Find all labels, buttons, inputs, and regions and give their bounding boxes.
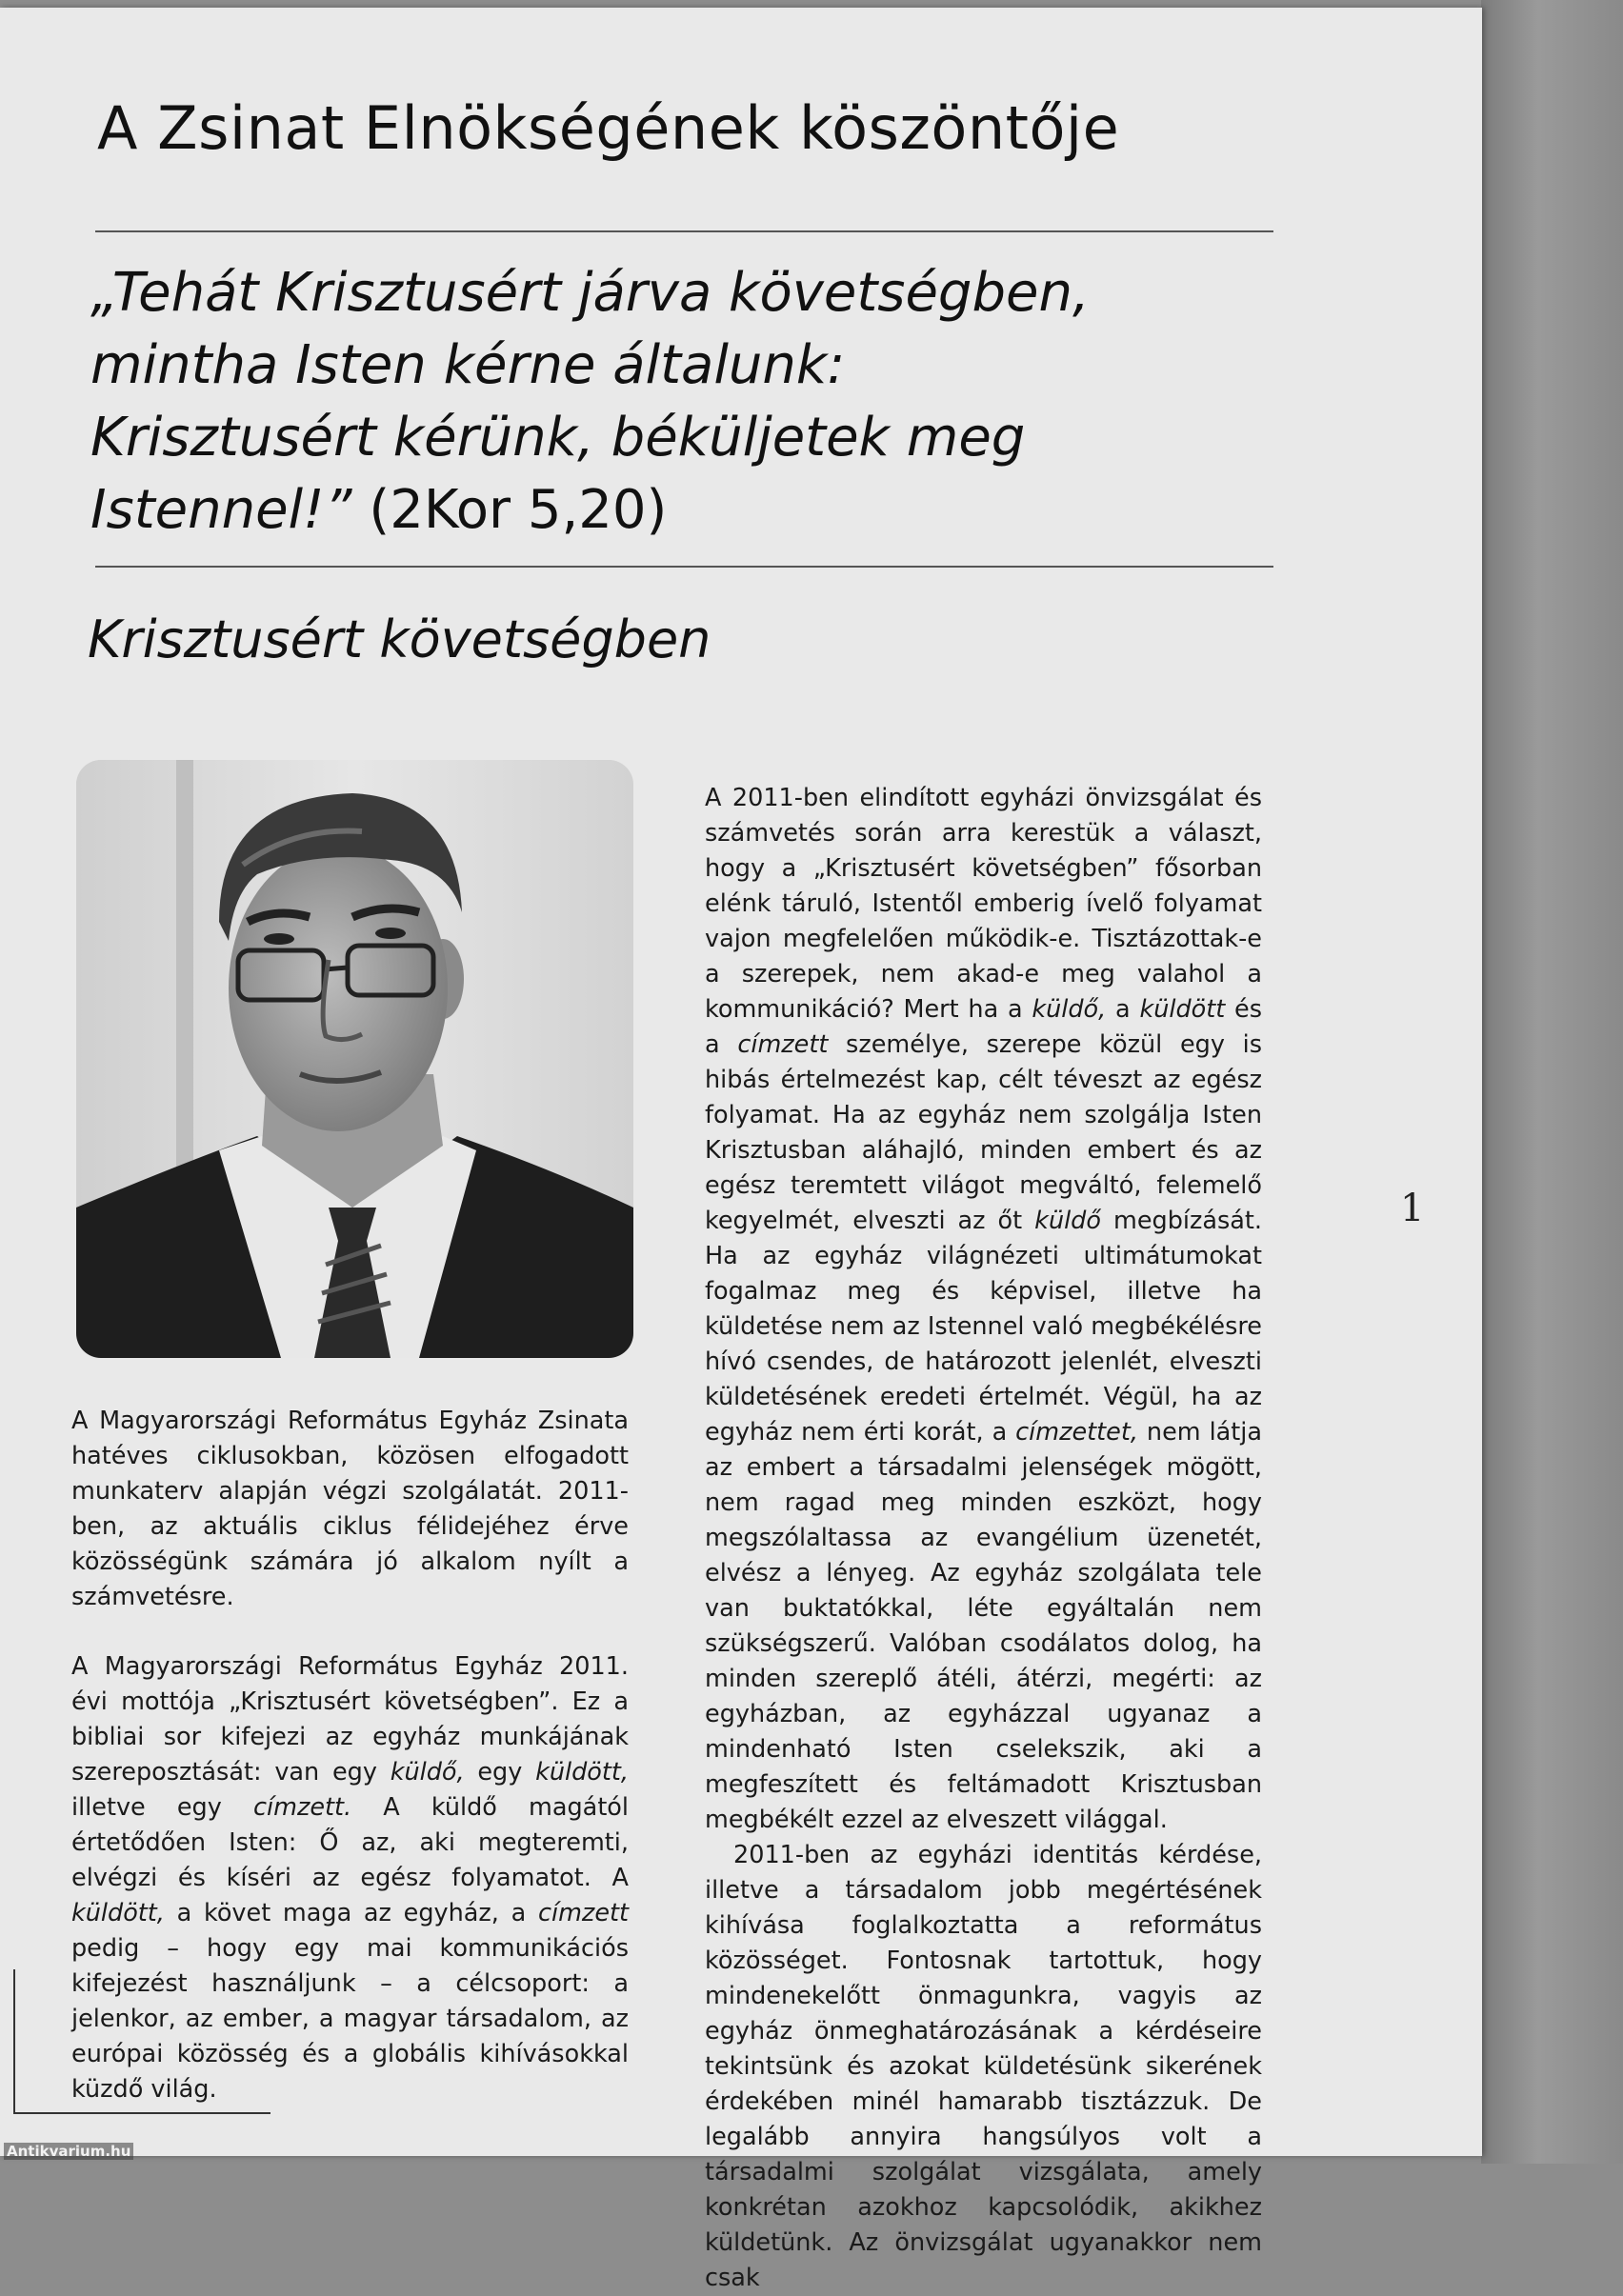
portrait-illustration [76,760,633,1358]
text-run: A Magyarországi Református Egyház 2011. évi mottója „Krisztusért követségben”. Ez a bibliai sor kifejezi az egyház munkájának szereposztását: van egy [71,1652,629,1787]
portrait-photo [76,760,633,1358]
emphasis: küldő, [390,1758,465,1787]
watermark-label: Antikvarium.hu [4,2143,133,2160]
left-paragraph-2 [71,1649,629,2107]
text-run: A küldő magától értetődően Isten: Ő az, aki megteremti, elvégzi és kíséri az egész folyamatot. A [71,1793,629,1892]
text-run: illetve egy [71,1793,253,1822]
page-title: A Zsinat Elnökségének köszöntője [97,93,1120,163]
quote-line: mintha Isten kérne általunk: [90,334,846,396]
right-column [705,781,1262,2296]
emphasis: küldő, [1032,995,1107,1024]
emphasis: címzett. [253,1793,352,1822]
section-title: Krisztusért követségben [88,609,711,669]
left-column [71,1404,629,2107]
emphasis: küldött [1139,995,1226,1024]
document-page [0,8,1482,2292]
background-surface [1481,0,1623,2164]
emphasis: címzett [737,1030,829,1059]
divider-top [95,230,1273,232]
emphasis: küldött, [71,1899,165,1927]
quote-line: „Tehát Krisztusért járva követségben, [90,262,1090,324]
bible-quote [90,257,1281,547]
quote-last-line: Istennel!” [90,479,352,541]
emphasis: címzett [537,1899,629,1927]
quote-line: Krisztusért kérünk, béküljetek meg [90,407,1026,469]
divider-bottom [95,566,1273,568]
emphasis: küldött, [535,1758,629,1787]
quote-line [90,474,1281,547]
right-paragraph-1 [705,781,1262,1838]
emphasis: címzettet, [1015,1418,1138,1447]
text-run: személye, szerepe közül egy is hibás értelmezést kap, célt téveszt az egész folyamat. Ha az egyház nem szolgálja Isten Krisztusban aláhajló, minden embert és az egész teremtett világot megváltó, felemelő kegyelmét, elveszti az őt [705,1030,1262,1235]
corner-mark-horizontal [13,2112,270,2114]
emphasis: küldő [1034,1207,1101,1235]
text-run: pedig – hogy egy mai kommunikációs kifejezést használjunk – a célcsoport: a jelenkor, az ember, a magyar társadalom, az európai közösség és a globális kihívásokkal küzdő világ. [71,1934,629,2104]
right-paragraph-2: 2011-ben az egyházi identitás kérdése, illetve a társadalom jobb megértésének kihívása foglalkoztatta a református közösséget. Fontosnak tartottuk, hogy mindenekelőtt önmagunkra, vagyis az egyház önmeghatározásának a kérdéseire tekintsünk és azokat küldetésünk sikerének érdekében minél hamarabb tisztázzuk. De legalább annyira hangsúlyos volt a társadalmi szolgálat vizsgálata, amely konkrétan azokhoz kapcsolódik, akikhez küldetünk. Az önvizsgálat ugyanakkor nem csak [705,1841,1262,2292]
text-run: nem látja az embert a társadalmi jelenségek mögött, nem ragad meg minden eszközt, hogy megszólaltassa az evangélium üzenetét, elvész a lényeg. Az egyház szolgálata tele van buktatókkal, léte egyáltalán nem szükségszerű. Valóban csodálatos dolog, ha minden szereplő átéli, átérzi, megérti: az egyházban, az egyházzal ugyanaz a mindenható Isten cselekszik, aki a megfeszített és feltámadott Krisztusban megbékélt ezzel az elveszett világgal. [705,1418,1262,1834]
text-run: A 2011-ben elindított egyházi önvizsgálat és számvetés során arra kerestük a választ, hogy a „Krisztusért követségben” fősorban elénk táruló, Istentől emberig ívelő folyamat vajon megfelelően működik-e. Tisztázottak-e a szerepek, nem akad-e meg valahol a kommunikáció? Mert ha a [705,784,1262,1024]
text-run: a [1106,995,1140,1024]
text-run: és a [705,995,1262,1059]
text-run: a követ maga az egyház, a [164,1899,538,1927]
corner-mark-vertical [13,1969,15,2112]
text-run: megbízását. Ha az egyház világnézeti ultimátumokat fogalmaz meg és képvisel, illetve ha küldetése nem az Istennel való megbékélésre hívó csendes, de határozott jelenlét, elveszti küldetésének eredeti értelmét. Végül, ha az egyház nem érti korát, a [705,1207,1263,1447]
left-paragraph-1: A Magyarországi Református Egyház Zsinata hatéves ciklusokban, közösen elfogadott munkaterv alapján végzi szolgálatát. 2011-ben, az aktuális ciklus félidejéhez érve közösségünk számára jó alkalom nyílt a számvetésre. [71,1407,629,1611]
quote-reference: (2Kor 5,20) [351,479,668,541]
text-run: egy [464,1758,536,1787]
page-number: 1 [1400,1187,1425,1230]
